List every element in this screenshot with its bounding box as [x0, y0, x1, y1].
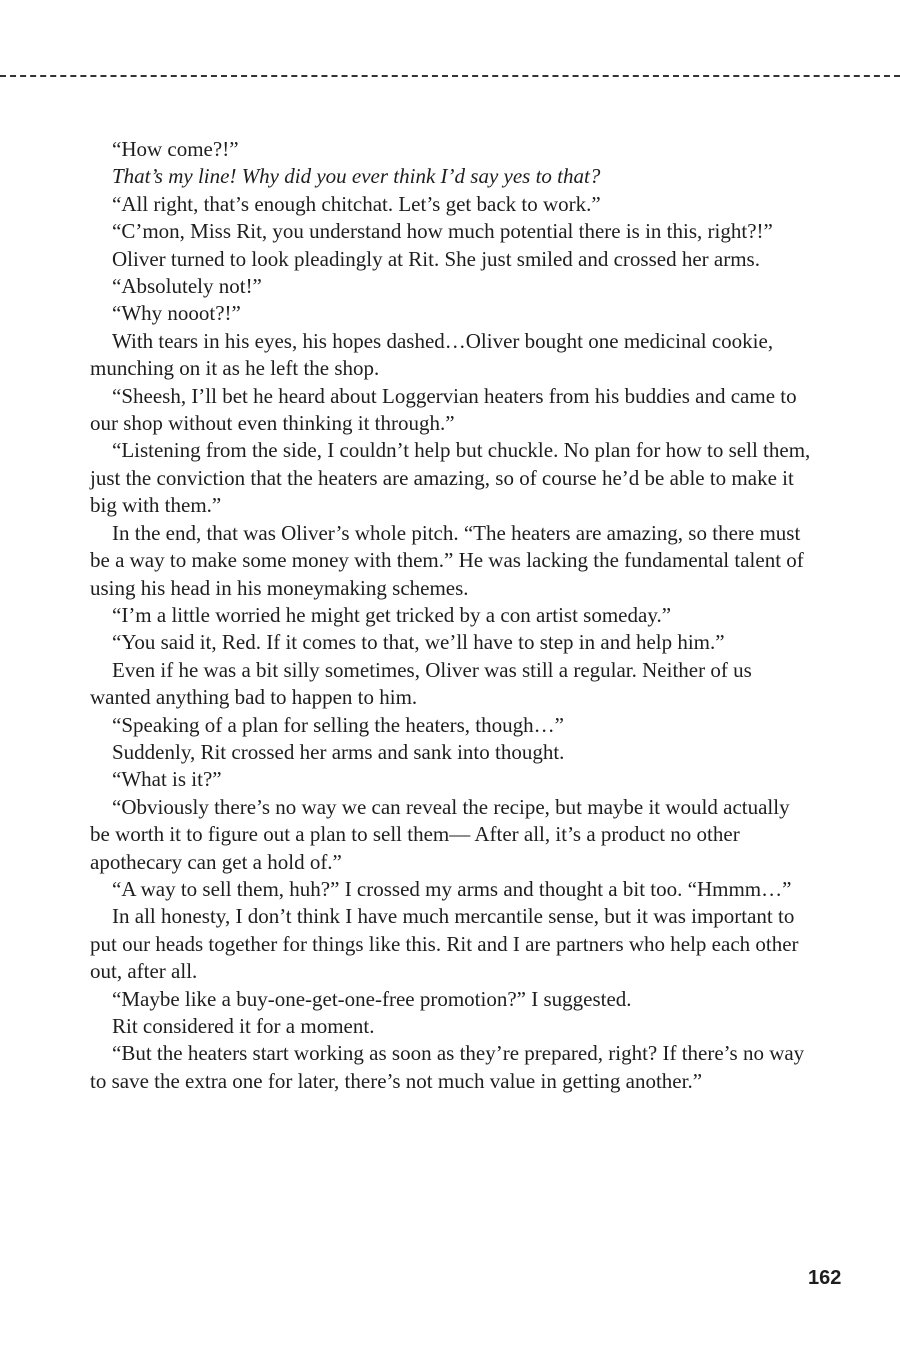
- paragraph-italic-thought: That’s my line! Why did you ever think I’d say yes to that?: [112, 164, 601, 189]
- paragraph: “You said it, Red. If it comes to that, we’ll have to step in and help him.”: [112, 630, 725, 655]
- paragraph: “Absolutely not!”: [112, 274, 262, 299]
- dashed-separator: [0, 75, 900, 77]
- paragraph: “Listening from the side, I couldn’t help but chuckle. No plan for how to sell them, just the conviction that the heaters are amazing, so of course he’d be able to make it big with them.”: [90, 438, 811, 518]
- paragraph: “All right, that’s enough chitchat. Let’s get back to work.”: [112, 191, 601, 216]
- paragraph: “Sheesh, I’ll bet he heard about Loggervian heaters from his buddies and came to our shop without even thinking it through.”: [90, 383, 797, 436]
- paragraph: “I’m a little worried he might get tricked by a con artist someday.”: [112, 602, 672, 627]
- paragraph: Rit considered it for a moment.: [112, 1014, 375, 1038]
- paragraph: In the end, that was Oliver’s whole pitch. “The heaters are amazing, so there must be a way to make some money with them.” He was lacking the fundamental talent of using his head in his moneymaking schemes.: [90, 520, 804, 600]
- paragraph: “But the heaters start working as soon as they’re prepared, right? If there’s no way to save the extra one for later, there’s not much value in getting another.”: [90, 1041, 805, 1093]
- paragraph: Even if he was a bit silly sometimes, Oliver was still a regular. Neither of us wanted anything bad to happen to him.: [90, 657, 752, 710]
- paragraph: Oliver turned to look pleadingly at Rit. She just smiled and crossed her arms.: [112, 246, 760, 271]
- paragraph: “Speaking of a plan for selling the heaters, though…”: [112, 712, 564, 737]
- paragraph: “Why nooot?!”: [112, 301, 241, 326]
- paragraph: “Obviously there’s no way we can reveal the recipe, but maybe it would actually be worth it to figure out a plan to sell them— After all, it’s a product no other apothecary can get a hold of.”: [90, 794, 790, 874]
- paragraph: “C’mon, Miss Rit, you understand how much potential there is in this, right?!”: [112, 219, 773, 244]
- paragraph: “How come?!”: [112, 137, 239, 161]
- paragraph: “Maybe like a buy-one-get-one-free promotion?” I suggested.: [112, 986, 632, 1011]
- paragraph: “What is it?”: [112, 767, 222, 792]
- paragraph: “A way to sell them, huh?” I crossed my arms and thought a bit too. “Hmmm…”: [112, 876, 792, 901]
- page-number: 162: [808, 1267, 842, 1289]
- paragraph: With tears in his eyes, his hopes dashed…Oliver bought one medicinal cookie, munching on it as he left the shop.: [90, 328, 774, 381]
- paragraph: In all honesty, I don’t think I have much mercantile sense, but it was important to put our heads together for things like this. Rit and I are partners who help each other out, after all.: [90, 904, 799, 984]
- paragraph: Suddenly, Rit crossed her arms and sank into thought.: [112, 739, 565, 764]
- body-text: [90, 136, 814, 1095]
